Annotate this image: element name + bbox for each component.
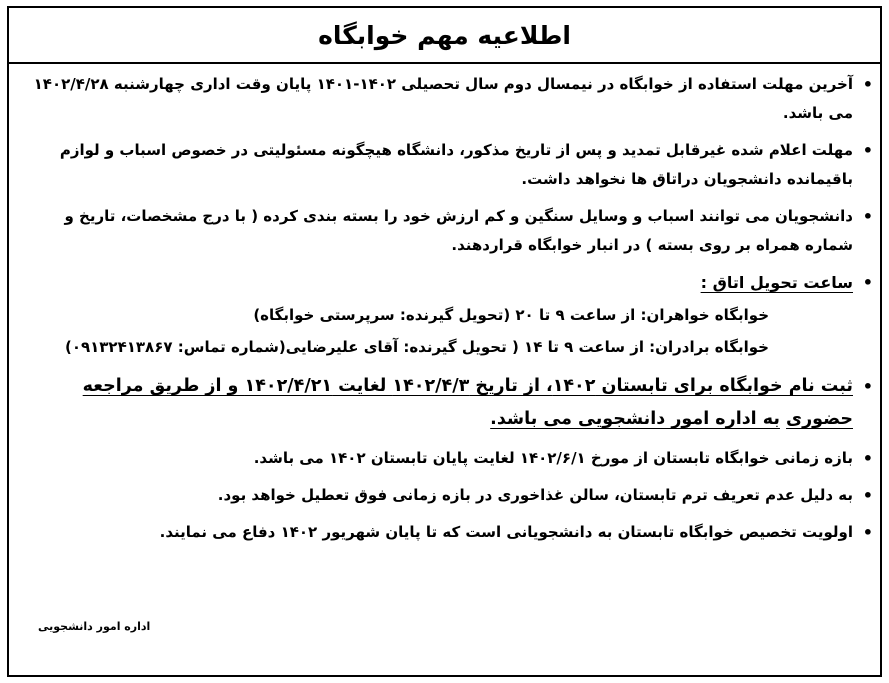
notice-item <box>14 518 875 547</box>
bullet-icon: • <box>862 486 873 505</box>
bullet-icon: • <box>862 141 873 160</box>
item-text: به دلیل عدم تعریف ترم تابستان، سالن غذاخوری در بازه زمانی فوق تعطیل خواهد بود. <box>217 486 853 504</box>
item-text: آخرین مهلت استفاده از خوابگاه در نیمسال دوم سال تحصیلی ۱۴۰۲-۱۴۰۱ پایان وقت اداری چهارشنبه ۱۴۰۲/۴/۲۸ می باشد. <box>33 75 853 122</box>
delivery-line-sisters: خوابگاه خواهران: از ساعت ۹ تا ۲۰ (تحویل گیرنده: سرپرستی خوابگاه) <box>253 306 769 324</box>
item-text: دانشجویان می توانند اسباب و وسایل سنگین و کم ارزش خود را بسته بندی کرده ( با درج مشخصات، تاریخ و شماره همراه بر روی بسته ) در انبار خوابگاه قراردهند. <box>64 207 853 254</box>
notice-item <box>14 202 875 260</box>
delivery-heading: ساعت تحویل اتاق : <box>700 273 853 292</box>
item-text: مهلت اعلام شده غیرقابل تمدید و پس از تاریخ مذکور، دانشگاه هیچگونه مسئولیتی در خصوص اسباب و لوازم باقیمانده دانشجویان دراتاق ها نخواهد داشت. <box>59 141 853 188</box>
summer-registration <box>14 370 875 436</box>
item-text: اولویت تخصیص خوابگاه تابستان به دانشجویانی است که تا پایان شهریور ۱۴۰۲ دفاع می نمایند. <box>159 523 853 541</box>
bullet-icon: • <box>862 75 873 94</box>
notice-title: اطلاعیه مهم خوابگاه <box>318 20 571 50</box>
summer-registration-text-end: به اداره امور دانشجویی می باشد. <box>490 409 780 429</box>
notice-content <box>14 70 875 555</box>
summer-registration-text: ثبت نام خوابگاه برای تابستان ۱۴۰۲، از تاریخ ۱۴۰۲/۴/۳ لغایت ۱۴۰۲/۴/۲۱ و از طریق مراجعه حضوری <box>82 376 853 429</box>
notice-item <box>14 136 875 194</box>
delivery-section <box>14 268 875 362</box>
bullet-icon: • <box>862 449 873 468</box>
bullet-icon: • <box>862 523 873 542</box>
notice-item <box>14 70 875 128</box>
notice-item <box>14 444 875 473</box>
bullet-icon: • <box>862 377 873 396</box>
notice-item <box>14 481 875 510</box>
delivery-line-brothers: خوابگاه برادران: از ساعت ۹ تا ۱۴ ( تحویل گیرنده: آقای علیرضایی(شماره تماس: ۰۹۱۳۲۴۱۳۸۶۷) <box>64 338 769 356</box>
title-box <box>9 8 880 64</box>
bullet-icon: • <box>862 207 873 226</box>
bullet-icon: • <box>862 273 873 292</box>
item-text: بازه زمانی خوابگاه تابستان از مورخ ۱۴۰۲/۶/۱ لغایت پایان تابستان ۱۴۰۲ می باشد. <box>253 449 853 467</box>
signature: اداره امور دانشجویی <box>38 620 151 633</box>
